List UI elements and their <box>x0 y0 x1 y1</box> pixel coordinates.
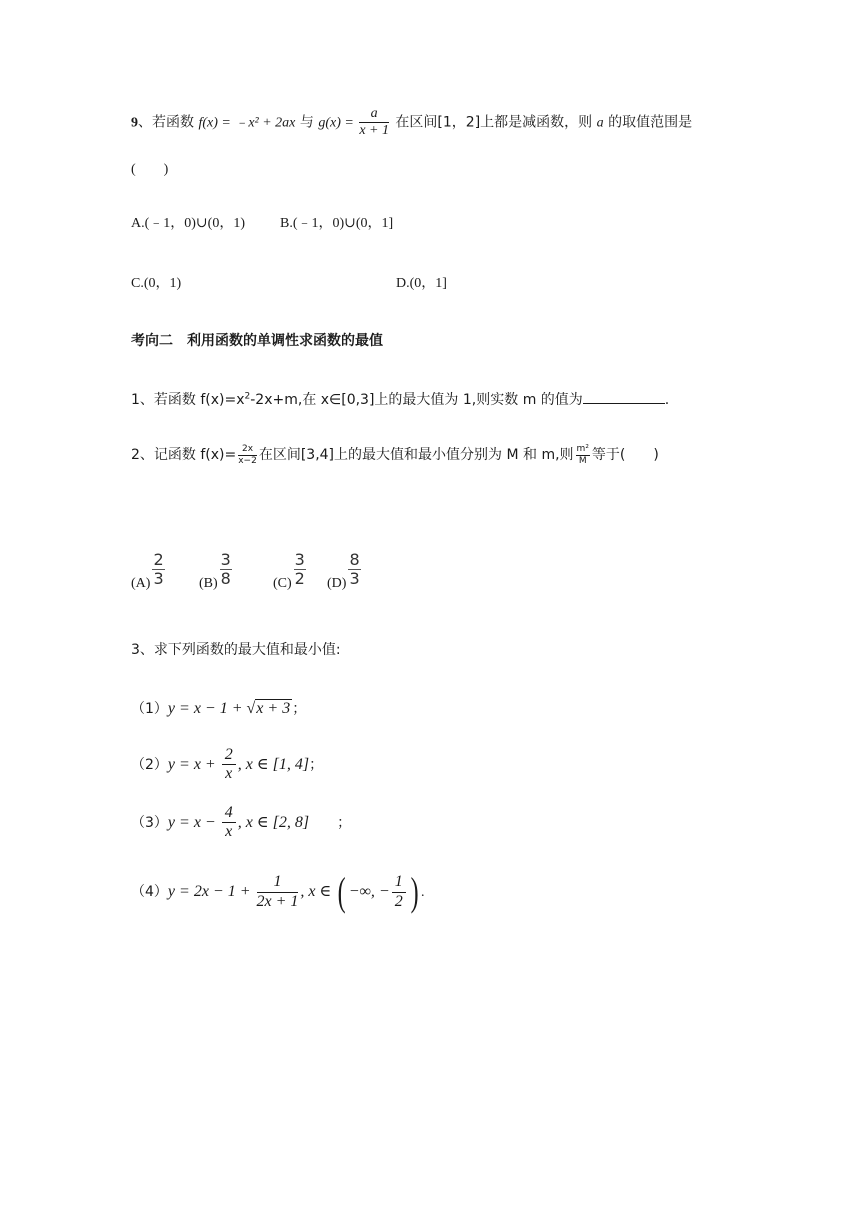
question-3-title: 3、求下列函数的最大值和最小值: <box>131 642 341 658</box>
q2-option-c: (C) $\frac{3}{2}$ <box>273 550 305 592</box>
fraction-2-over-x: $\frac{2}{x}$ <box>222 746 236 784</box>
option-d: D.(0，1] <box>396 276 447 291</box>
q2-option-b: (B) $\frac{3}{8}$ <box>199 550 231 592</box>
question-3-part-3: （3）y = x − $\frac{4}{x}$ , x ∈ [2, 8] ； <box>131 804 352 841</box>
option-a: A.(﹣1，0)∪(0，1) <box>131 216 245 231</box>
math-g-expression: g(x) = <box>318 115 358 131</box>
q2-option-a: (A) $\frac{2}{3}$ <box>131 550 164 592</box>
fraction-a-over-x-plus-1: $\frac{a}{x + 1}$ <box>359 106 389 139</box>
option-b: B.(﹣1，0)∪(0，1] <box>280 216 394 231</box>
close-paren: ) <box>410 869 419 914</box>
square-root: √x + 3 <box>246 700 291 717</box>
question-number: 9 <box>131 115 138 131</box>
section-title: 考向二 利用函数的单调性求函数的最值 <box>131 333 383 349</box>
question-3-part-1: （1）y = x − 1 + √x + 3 ； <box>131 700 307 717</box>
question-3-part-2: （2）y = x + $\frac{2}{x}$ , x ∈ [1, 4]； <box>131 746 324 783</box>
question-1: 1、若函数 $f(x)=x^2-2x+m$,在 x∈[0,3]上的最大值为 1,则实数 m 的值为 . <box>131 389 669 409</box>
fraction-m2-over-M: $\frac{\text{m²}}{M}$ <box>576 444 589 466</box>
fraction-4-over-x: $\frac{4}{x}$ <box>222 804 236 842</box>
fraction-1-over-2x-plus-1: $\frac{1}{2x + 1}$ <box>256 873 299 910</box>
math-f-expression: f(x) = ﹣x² + 2ax <box>198 115 296 131</box>
question-3-part-4: （4）y = 2x − 1 + $\frac{1}{2x + 1}$ , x ∈ ( −∞, − $\frac{1}{2}$ ) . <box>131 869 425 914</box>
open-paren: ( <box>338 869 347 914</box>
option-row-ab <box>131 212 393 232</box>
answer-parentheses: ( ) <box>131 162 169 177</box>
answer-blank[interactable] <box>583 389 665 404</box>
question-2: 2、记函数 f(x)= $\frac{2x}{x-2}$ 在区间[3,4]上的最大值和最小值分别为 M 和 m,则 $\frac{\text{m²}}{M}$ 等于( ) <box>131 444 659 466</box>
q2-option-d: (D) $\frac{8}{3}$ <box>327 550 360 592</box>
question-9: 9、若函数 f(x) = ﹣x² + 2ax 与 g(x) = $\frac{a}{x + 1}$ 在区间[1，2]上都是减函数，则 a 的取值范围是 <box>131 106 693 139</box>
option-c: C.(0，1) <box>131 276 182 291</box>
fraction-2x-over-x-minus-2: $\frac{2x}{x-2}$ <box>238 444 257 466</box>
fraction-1-over-2: $\frac{1}{2}$ <box>392 873 406 911</box>
